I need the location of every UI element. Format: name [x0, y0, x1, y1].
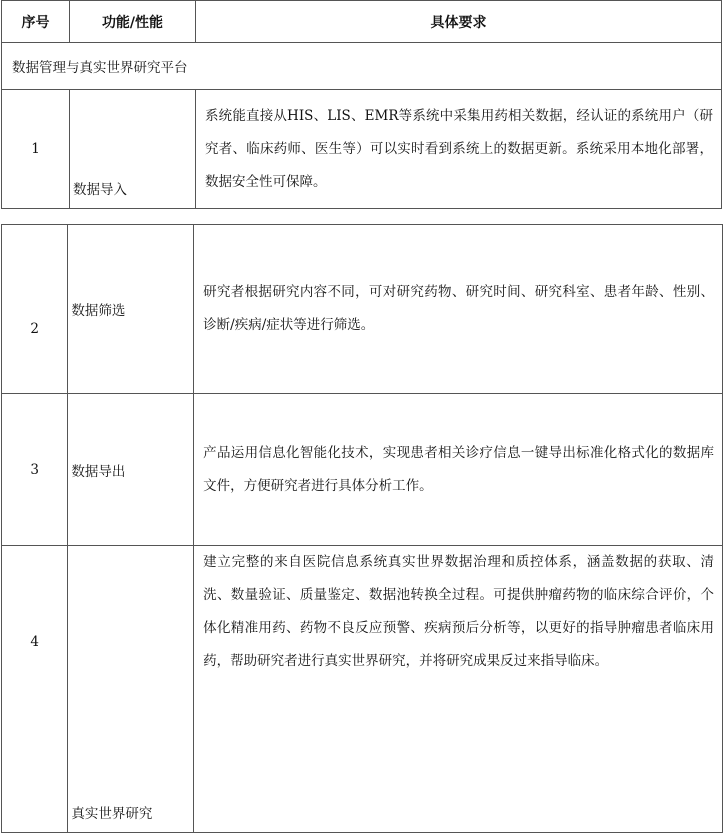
- header-requirement: 具体要求: [196, 1, 722, 43]
- header-row: [2, 1, 722, 43]
- row-index: 3: [2, 394, 68, 546]
- table-row: [2, 90, 722, 209]
- table-row: [2, 394, 723, 546]
- requirements-table-part2: [1, 224, 723, 833]
- header-function: 功能/性能: [70, 1, 196, 43]
- section-row: [2, 43, 722, 90]
- row-requirement: 研究者根据研究内容不同，可对研究药物、研究时间、研究科室、患者年龄、性别、诊断/疾病/症状等进行筛选。: [194, 225, 723, 394]
- row-function: 数据导入: [70, 90, 196, 209]
- row-function: 数据导出: [68, 394, 194, 546]
- requirements-table-part1: [1, 0, 722, 209]
- row-index: 2: [2, 225, 68, 394]
- row-requirement: 建立完整的来自医院信息系统真实世界数据治理和质控体系，涵盖数据的获取、清洗、数量验证、质量鉴定、数据池转换全过程。可提供肿瘤药物的临床综合评价，个体化精准用药、药物不良反应预警、疾病预后分析等，以更好的指导肿瘤患者临床用药，帮助研究者进行真实世界研究，并将研究成果反过来指导临床。: [194, 546, 723, 833]
- row-requirement: 产品运用信息化智能化技术，实现患者相关诊疗信息一键导出标准化格式化的数据库文件，方便研究者进行具体分析工作。: [194, 394, 723, 546]
- row-index: 4: [2, 546, 68, 833]
- row-function: 数据筛选: [68, 225, 194, 394]
- header-index: 序号: [2, 1, 70, 43]
- section-title: 数据管理与真实世界研究平台: [2, 43, 722, 90]
- row-requirement: 系统能直接从HIS、LIS、EMR等系统中采集用药相关数据，经认证的系统用户（研究者、临床药师、医生等）可以实时看到系统上的数据更新。系统采用本地化部署，数据安全性可保障。: [196, 90, 722, 209]
- table-row: [2, 225, 723, 394]
- row-index: 1: [2, 90, 70, 209]
- table-row: [2, 546, 723, 833]
- row-function: 真实世界研究: [68, 546, 194, 833]
